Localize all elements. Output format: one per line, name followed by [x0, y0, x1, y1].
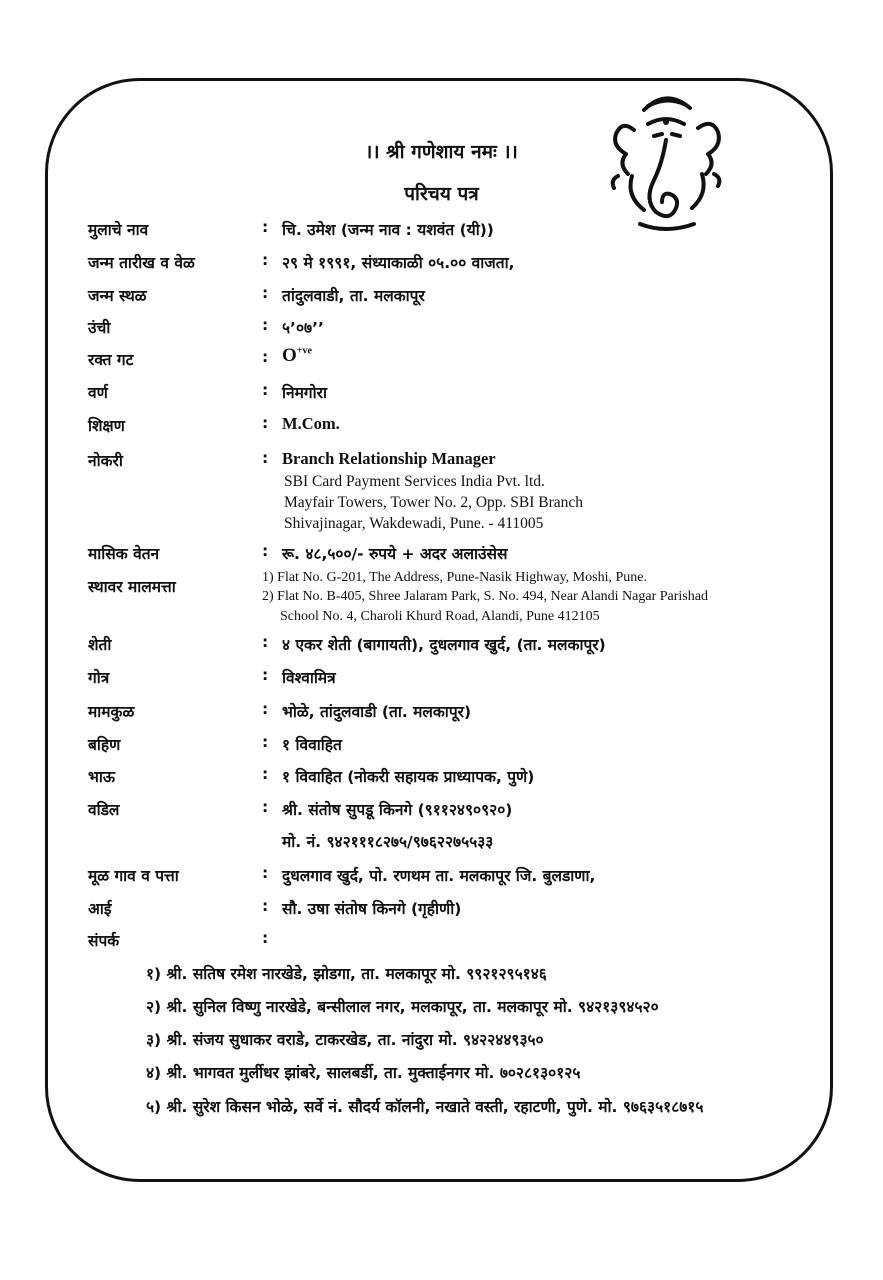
field-colon: : [262, 633, 269, 651]
job-company-line: SBI Card Payment Services India Pvt. ltd. [284, 473, 545, 490]
field-label: वर्ण [88, 384, 108, 402]
field-colon: : [262, 700, 269, 718]
field-colon: : [262, 381, 269, 399]
field-label: वडिल [88, 801, 120, 819]
field-colon: : [262, 765, 269, 783]
field-colon: : [262, 798, 269, 816]
field-label: जन्म स्थळ [88, 287, 147, 305]
field-label: गोत्र [88, 669, 110, 687]
blood-group-value: O [282, 345, 297, 366]
property-line-2: 2) Flat No. B-405, Shree Jalaram Park, S. No. 494, Near Alandi Nagar Parishad [262, 589, 708, 604]
field-label: स्थावर मालमत्ता [88, 578, 176, 596]
property-line-1: 1) Flat No. G-201, The Address, Pune-Nasik Highway, Moshi, Pune. [262, 570, 647, 585]
field-value [282, 345, 312, 367]
field-label: भाऊ [88, 768, 116, 786]
field-label: मुलाचे नाव [88, 221, 149, 239]
field-label: जन्म तारीख व वेळ [88, 254, 195, 272]
field-colon: : [262, 251, 269, 269]
field-value: १ विवाहित (नोकरी सहायक प्राध्यापक, पुणे) [282, 768, 535, 786]
field-value: सौ. उषा संतोष किनगे (गृहीणी) [282, 900, 462, 918]
job-address-line: Mayfair Towers, Tower No. 2, Opp. SBI Branch [284, 494, 584, 511]
field-label: शिक्षण [88, 417, 125, 435]
field-value: ४ एकर शेती (बागायती), दुधलगाव खुर्द, (ता. मलकापूर) [282, 636, 606, 654]
field-value: भोळे, तांदुलवाडी (ता. मलकापूर) [282, 703, 472, 721]
field-value: निमगोरा [282, 384, 327, 402]
field-colon: : [262, 897, 269, 915]
field-colon: : [262, 929, 269, 947]
property-line-3: School No. 4, Charoli Khurd Road, Alandi, Pune 412105 [280, 609, 600, 624]
field-colon: : [262, 733, 269, 751]
field-value: दुधलगाव खुर्द, पो. रणथम ता. मलकापूर जि. बुलडाणा, [282, 867, 596, 885]
field-label: रक्त गट [88, 351, 134, 369]
field-value: चि. उमेश (जन्म नाव : यशवंत (यी)) [282, 221, 494, 239]
job-city-line: Shivajinagar, Wakdewadi, Pune. - 411005 [284, 515, 544, 532]
father-phone-line: मो. नं. ९४२१११८२७५/९७६२२७५५३३ [282, 833, 494, 851]
field-colon: : [262, 449, 269, 467]
field-value: ५’०७’’ [282, 319, 324, 337]
field-colon: : [262, 348, 269, 366]
contact-item: ५) श्री. सुरेश किसन भोळे, सर्वे नं. सौदर्य कॉलनी, नखाते वस्ती, रहाटणी, पुणे. मो. ९७६३५१८७१५ [146, 1098, 704, 1116]
field-value: रू. ४८,५००/- रुपये + अदर अलाउंसेस [282, 545, 508, 563]
contact-item: ३) श्री. संजय सुधाकर वराडे, टाकरखेड, ता. नांदुरा मो. ९४२२४४९३५० [146, 1031, 544, 1049]
field-colon: : [262, 864, 269, 882]
field-value: विश्वामित्र [282, 669, 336, 687]
field-label: मामकुळ [88, 703, 135, 721]
contact-item: १) श्री. सतिष रमेश नारखेडे, झोडगा, ता. मलकापूर मो. ९९२१२९५१४६ [146, 965, 547, 983]
field-colon: : [262, 316, 269, 334]
field-colon: : [262, 218, 269, 236]
field-colon: : [262, 414, 269, 432]
field-colon: : [262, 666, 269, 684]
contact-item: ४) श्री. भागवत मुर्लीधर झांबरे, सालबर्डी, ता. मुक्ताईनगर मो. ७०२८१३०१२५ [146, 1064, 581, 1082]
field-label: मासिक वेतन [88, 545, 160, 563]
field-value: २९ मे १९९१, संध्याकाळी ०५.०० वाजता, [282, 254, 515, 272]
field-colon: : [262, 284, 269, 302]
field-label: संपर्क [88, 932, 120, 950]
field-value: M.Com. [282, 414, 340, 433]
field-label: मूळ गाव व पत्ता [88, 867, 179, 885]
field-value: तांदुलवाडी, ता. मलकापूर [282, 287, 425, 305]
page-title: परिचय पत्र [404, 183, 479, 205]
field-label: आई [88, 900, 112, 918]
field-value: १ विवाहित [282, 736, 342, 754]
field-label: शेती [88, 636, 112, 654]
contact-item: २) श्री. सुनिल विष्णु नारखेडे, बन्सीलाल नगर, मलकापूर, ता. मलकापूर मो. ९४२१३९४५२० [146, 998, 659, 1016]
blood-group-rh: +ve [296, 345, 312, 357]
invocation-heading: ।। श्री गणेशाय नमः ।। [365, 141, 518, 163]
field-value: Branch Relationship Manager [282, 449, 496, 468]
field-label: नोकरी [88, 452, 123, 470]
field-value: श्री. संतोष सुपडू किनगे (९११२४९०९२०) [282, 801, 513, 819]
field-colon: : [262, 542, 269, 560]
field-label: उंची [88, 319, 111, 337]
field-label: बहिण [88, 736, 121, 754]
